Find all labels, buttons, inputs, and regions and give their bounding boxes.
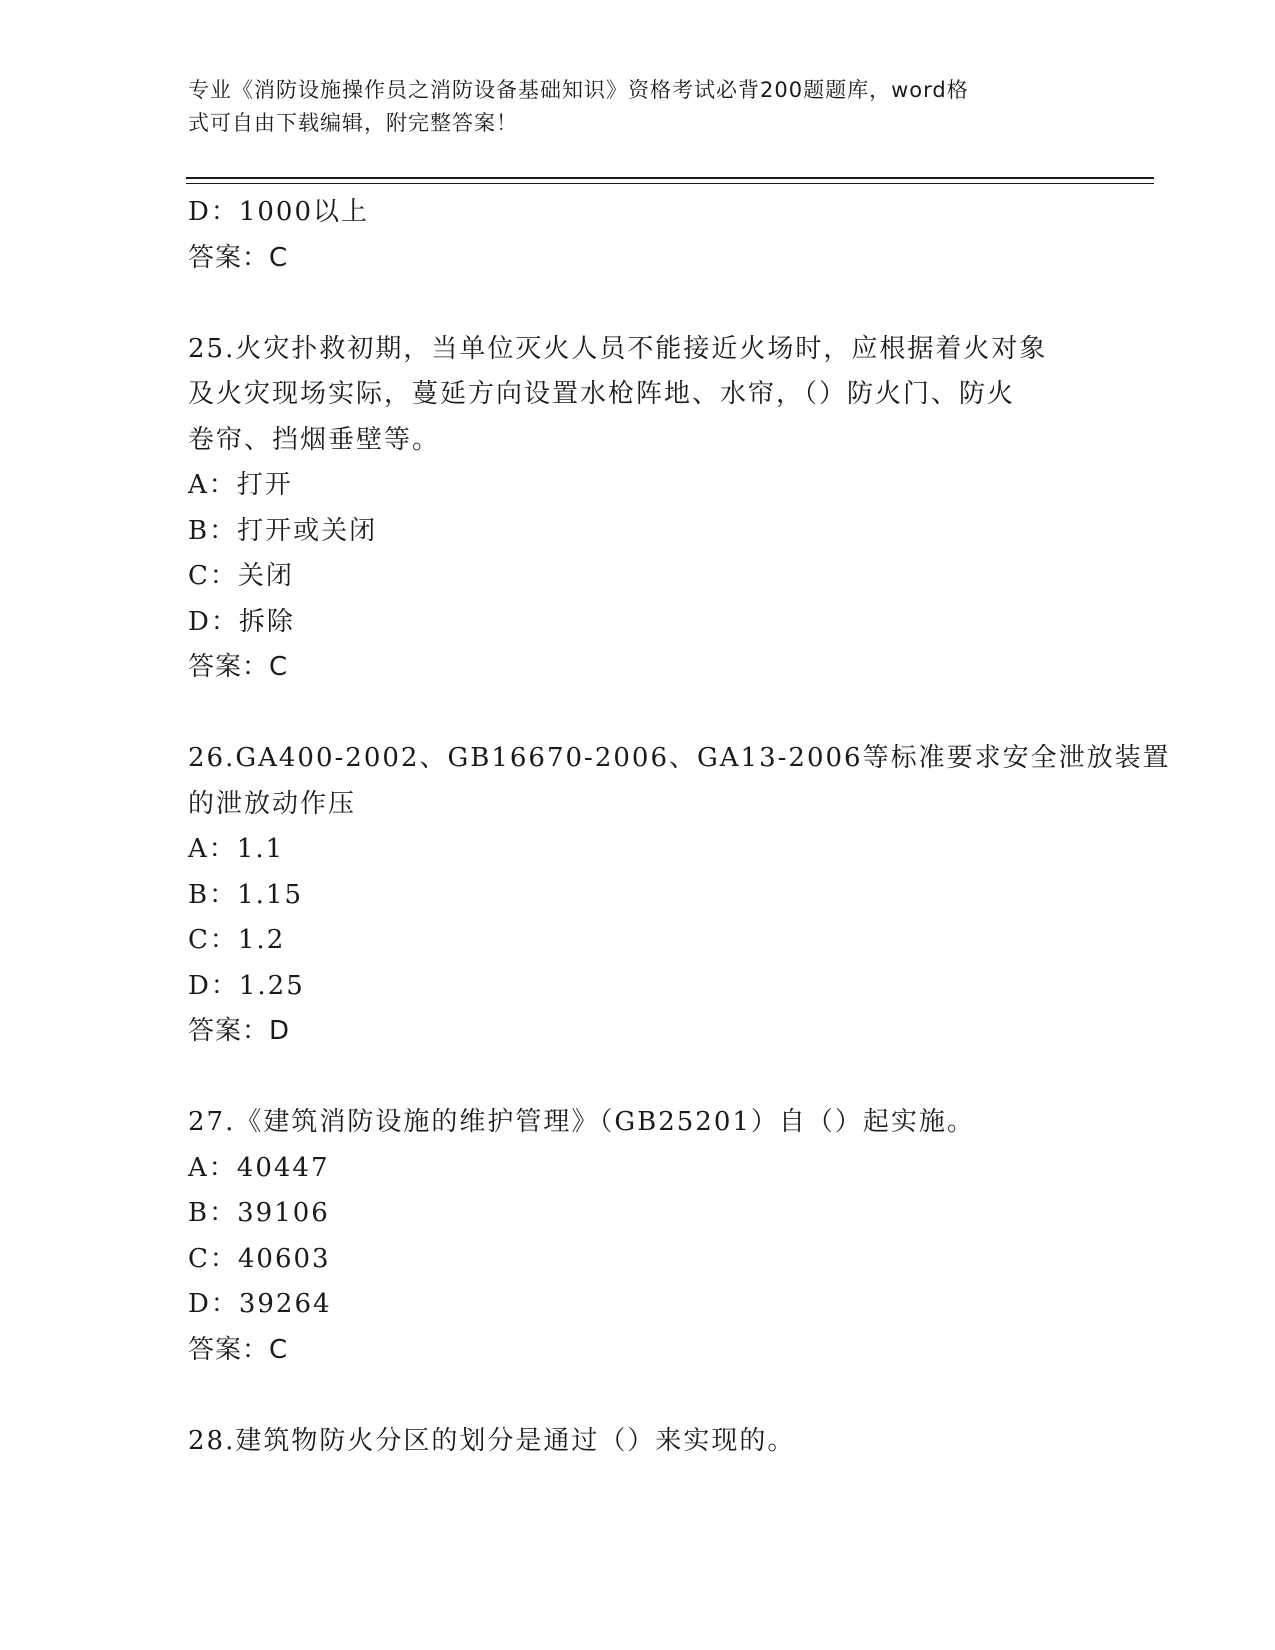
question-stem: 25.火灾扑救初期，当单位灭火人员不能接近火场时，应根据着火对象 [188,333,1048,364]
header-line-1: 专业《消防设施操作员之消防设备基础知识》资格考试必背200题题库，word格 [188,78,969,102]
question-26 [188,736,1171,1055]
header-divider-thick [186,177,1154,179]
option-b: B：1.15 [188,879,303,910]
answer: 答案：D [188,1016,291,1046]
option-c: C：40603 [188,1243,331,1274]
option-b: B：打开或关闭 [188,515,378,546]
question-28 [188,1419,1088,1465]
previous-question-tail [188,190,1088,281]
question-25 [188,327,1088,691]
option-a: A：1.1 [188,834,285,864]
question-27 [188,1100,1088,1373]
option-b: B：39106 [188,1198,330,1228]
answer: 答案：C [188,652,289,682]
option-a: A：打开 [188,470,293,500]
spacer [188,1373,1088,1419]
question-list [188,190,1171,1464]
option-a: A：40447 [188,1152,330,1183]
header-line-2: 式可自由下载编辑，附完整答案！ [188,111,518,135]
question-stem: 的泄放动作压 [188,788,357,819]
question-stem: 及火灾现场实际，蔓延方向设置水枪阵地、水帘，（）防火门、防火 [188,379,1016,409]
question-stem: 卷帘、挡烟垂壁等。 [188,424,441,455]
answer: 答案：C [188,242,289,273]
spacer [188,1055,1088,1101]
option-d: D：1.25 [188,970,305,1001]
option-c: C：关闭 [188,561,294,591]
answer: 答案：C [188,1334,289,1365]
question-stem: 27.《建筑消防设施的维护管理》（GB25201）自（）起实施。 [188,1107,975,1137]
option-d: D：1000以上 [188,197,370,227]
option-c: C：1.2 [188,925,286,955]
question-stem: 28.建筑物防火分区的划分是通过（）来实现的。 [188,1425,796,1456]
document-header [188,74,1068,140]
spacer [188,691,1088,737]
option-d: D：拆除 [188,606,295,637]
header-divider-thin [186,183,1154,184]
option-d: D：39264 [188,1289,332,1319]
spacer [188,281,1088,327]
question-stem: 26.GA400-2002、GB16670-2006、GA13-2006等标准要求安全泄放装置 [188,743,1171,773]
